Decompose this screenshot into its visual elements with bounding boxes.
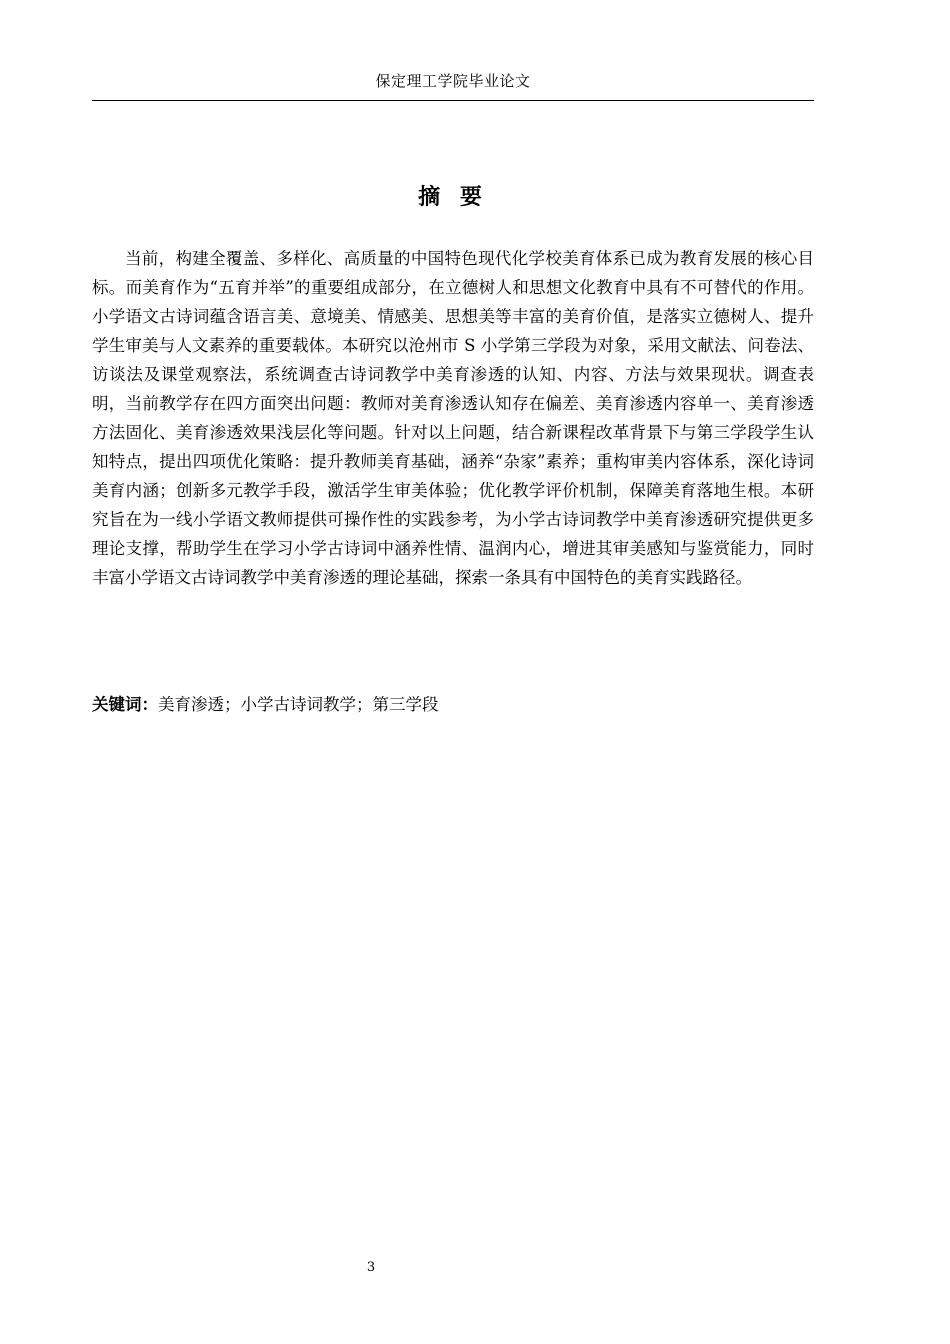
header-divider	[92, 100, 814, 101]
abstract-body: 当前，构建全覆盖、多样化、高质量的中国特色现代化学校美育体系已成为教育发展的核心目标。而美育作为“五育并举”的重要组成部分，在立德树人和思想文化教育中具有不可替代的作用。小学语文古诗词蕴含语言美、意境美、情感美、思想美等丰富的美育价值，是落实立德树人、提升学生审美与人文素养的重要载体。本研究以沧州市 S 小学第三学段为对象，采用文献法、问卷法、访谈法及课堂观察法，系统调查古诗词教学中美育渗透的认知、内容、方法与效果现状。调查表明，当前教学存在四方面突出问题：教师对美育渗透认知存在偏差、美育渗透内容单一、美育渗透方法固化、美育渗透效果浅层化等问题。针对以上问题，结合新课程改革背景下与第三学段学生认知特点，提出四项优化策略：提升教师美育基础，涵养“杂家”素养；重构审美内容体系，深化诗词美育内涵；创新多元教学手段，激活学生审美体验；优化教学评价机制，保障美育落地生根。本研究旨在为一线小学语文教师提供可操作性的实践参考，为小学古诗词教学中美育渗透研究提供更多理论支撑，帮助学生在学习小学古诗词中涵养性情、温润内心，增进其审美感知与鉴赏能力，同时丰富小学语文古诗词教学中美育渗透的理论基础，探索一条具有中国特色的美育实践路径。	[92, 249, 814, 587]
keywords-label: 关键词：	[92, 695, 158, 714]
keywords-value: 美育渗透；小学古诗词教学；第三学段	[158, 695, 439, 714]
page-number: 3	[366, 1260, 376, 1275]
abstract-title: 摘 要	[418, 185, 488, 210]
running-header: 保定理工学院毕业论文	[375, 72, 531, 90]
keywords-line	[92, 692, 814, 718]
